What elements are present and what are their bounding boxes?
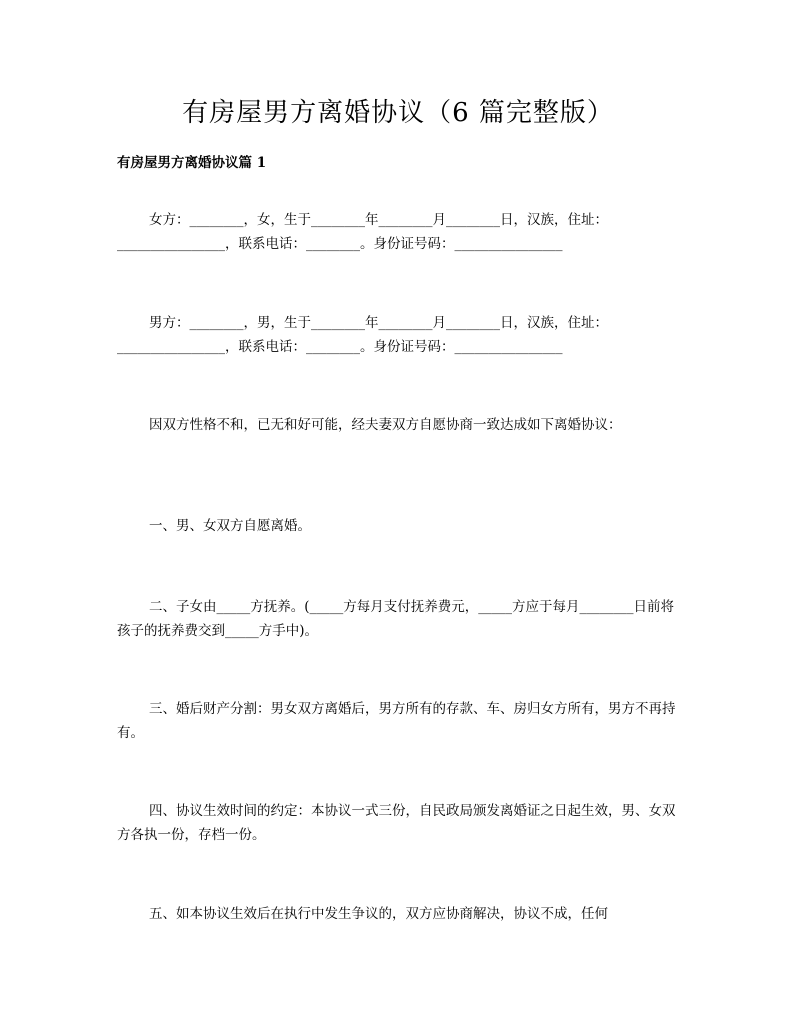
paragraph-female-party-info: 女方：________，女，生于________年________月________日，汉族，住址：________________，联系电话：________。身份证号码：________________ <box>117 212 608 252</box>
paragraph-clause-2: 二、子女由_____方抚养。(_____方每月支付抚养费元，_____方应于每月________日前将孩子的抚养费交到_____方手中)。 <box>117 599 675 639</box>
paragraph-clause-5: 五、如本协议生效后在执行中发生争议的，双方应协商解决，协议不成，任何 <box>149 906 608 922</box>
section-heading: 有房屋男方离婚协议篇 1 <box>117 155 267 171</box>
paragraph-male-party-info: 男方：________，男，生于________年________月________日，汉族，住址：________________，联系电话：________。身份证号码：________________ <box>117 315 608 355</box>
paragraph-clause-3: 三、婚后财产分割：男女双方离婚后，男方所有的存款、车、房归女方所有，男方不再持有。 <box>117 701 676 741</box>
document-title: 有房屋男方离婚协议（6 篇完整版） <box>182 98 614 128</box>
paragraph-clause-4: 四、协议生效时间的约定：本协议一式三份，自民政局颁发离婚证之日起生效，男、女双方各执一份，存档一份。 <box>117 803 676 843</box>
paragraph-preamble: 因双方性格不和，已无和好可能，经夫妻双方自愿协商一致达成如下离婚协议： <box>149 417 622 433</box>
paragraph-clause-1: 一、男、女双方自愿离婚。 <box>149 518 311 534</box>
